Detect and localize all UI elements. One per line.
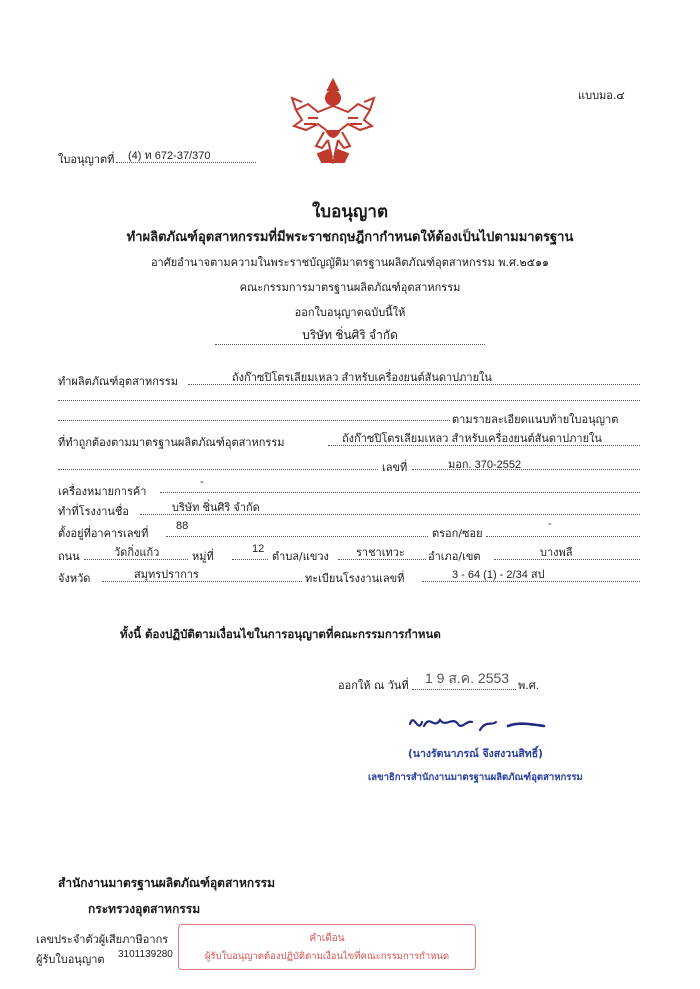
warning-text: ผู้รับใบอนุญาตต้องปฏิบัติตามเงื่อนไขที่คณะกรรมการกำหนด	[204, 951, 450, 962]
subdistrict-label: ตำบล/แขวง	[272, 550, 329, 563]
subdistrict-line	[338, 559, 426, 560]
district-label: อำเภอ/เขต	[428, 550, 481, 563]
intro-line-1: อาศัยอำนาจตามความในพระราชบัญญัติมาตรฐานผลิตภัณฑ์อุตสาหกรรม พ.ศ.๒๕๑๑	[150, 256, 550, 269]
document-title: ใบอนุญาต	[312, 202, 388, 222]
ministry-name: กระทรวงอุตสาหกรรม	[88, 902, 201, 916]
standard-line	[328, 445, 640, 446]
factory-reg-label: ทะเบียนโรงงานเลขที่	[305, 572, 405, 585]
document-subtitle: ทำผลิตภัณฑ์อุตสาหกรรมที่มีพระราชกฤษฎีกากำหนดให้ต้องเป็นไปตามมาตรฐาน	[126, 230, 574, 245]
road-line	[84, 559, 188, 560]
address-line	[166, 536, 428, 537]
district-line	[494, 559, 640, 560]
standard-value: ถังก๊าซปิโตรเลียมเหลว สำหรับเครื่องยนต์สันดาปภายใน	[342, 433, 602, 445]
signature-icon	[400, 706, 550, 742]
issued-era: พ.ศ.	[518, 679, 540, 692]
trademark-line	[160, 492, 640, 493]
product-value: ถังก๊าซปิโตรเลียมเหลว สำหรับเครื่องยนต์สันดาปภายใน	[232, 372, 492, 384]
moo-value: 12	[252, 543, 265, 555]
warning-box	[178, 924, 476, 970]
district-value: บางพลี	[540, 547, 573, 559]
standard-number-line	[412, 469, 640, 470]
condition-text: ทั้งนี้ ต้องปฏิบัติตามเงื่อนไขในการอนุญาตที่คณะกรรมการกำหนด	[120, 627, 441, 641]
standard-label: ที่ทำถูกต้องตามมาตรฐานผลิตภัณฑ์อุตสาหกรรม	[58, 436, 285, 449]
alley-line	[486, 536, 640, 537]
factory-line	[140, 514, 640, 515]
warning-title: คำเตือน	[309, 933, 345, 944]
taxid-label-2: ผู้รับใบอนุญาต	[36, 953, 105, 966]
road-label: ถนน	[58, 550, 80, 563]
province-value: สมุทรปราการ	[134, 569, 199, 581]
signer-title: เลขาธิการสำนักงานมาตรฐานผลิตภัณฑ์อุตสาหกรรม	[368, 772, 583, 783]
annex-line	[58, 420, 450, 421]
form-code: แบบมอ.๔	[578, 89, 625, 102]
alley-value: -	[548, 518, 552, 530]
moo-label: หมู่ที่	[192, 550, 214, 563]
address-value: 88	[176, 520, 189, 532]
taxid-label-1: เลขประจำตัวผู้เสียภาษีอากร	[36, 933, 169, 946]
std-no-lead-line	[58, 469, 378, 470]
road-value: วัดกิ่งแก้ว	[114, 547, 160, 559]
taxid-value: 3101139280	[118, 949, 173, 960]
annex-text: ตามรายละเอียดแนบท้ายใบอนุญาต	[452, 413, 619, 426]
moo-line	[232, 559, 268, 560]
product-label: ทำผลิตภัณฑ์อุตสาหกรรม	[58, 375, 178, 388]
office-name: สำนักงานมาตรฐานผลิตภัณฑ์อุตสาหกรรม	[58, 876, 276, 890]
standard-number-value: มอก. 370-2552	[448, 459, 522, 471]
factory-label: ทำที่โรงงานชื่อ	[58, 505, 130, 518]
garuda-emblem-icon	[288, 74, 378, 170]
licensee-name: บริษัท ชิ่นศิริ จำกัด	[302, 328, 398, 342]
issued-date-line	[412, 689, 516, 690]
product-line-2	[58, 400, 640, 401]
province-label: จังหวัด	[58, 572, 91, 585]
issued-date: 1 9 ส.ค. 2553	[425, 670, 510, 686]
factory-value: บริษัท ชิ่นศิริ จำกัด	[172, 502, 260, 514]
signer-name: (นางรัตนาภรณ์ จึงสงวนสิทธิ์)	[408, 748, 543, 760]
subdistrict-value: ราชาเทวะ	[356, 547, 405, 559]
trademark-value: -	[200, 476, 204, 488]
license-number-value: (4) ท 672-37/370	[128, 150, 211, 162]
product-line	[188, 384, 640, 385]
trademark-label: เครื่องหมายการค้า	[58, 485, 147, 498]
factory-reg-line	[422, 581, 640, 582]
issued-label: ออกให้ ณ วันที่	[338, 679, 409, 692]
intro-line-2: คณะกรรมการมาตรฐานผลิตภัณฑ์อุตสาหกรรม	[239, 281, 461, 294]
address-label: ตั้งอยู่ที่อาคารเลขที่	[58, 527, 149, 540]
license-number-line	[116, 162, 256, 163]
standard-number-label: เลขที่	[382, 461, 408, 474]
province-line	[102, 581, 302, 582]
license-number-label: ใบอนุญาตที่	[58, 153, 115, 166]
factory-reg-value: 3 - 64 (1) - 2/34 สป	[452, 569, 545, 581]
licensee-line	[215, 344, 485, 345]
intro-line-3: ออกใบอนุญาตฉบับนี้ให้	[294, 306, 406, 319]
alley-label: ตรอก/ซอย	[432, 527, 483, 540]
